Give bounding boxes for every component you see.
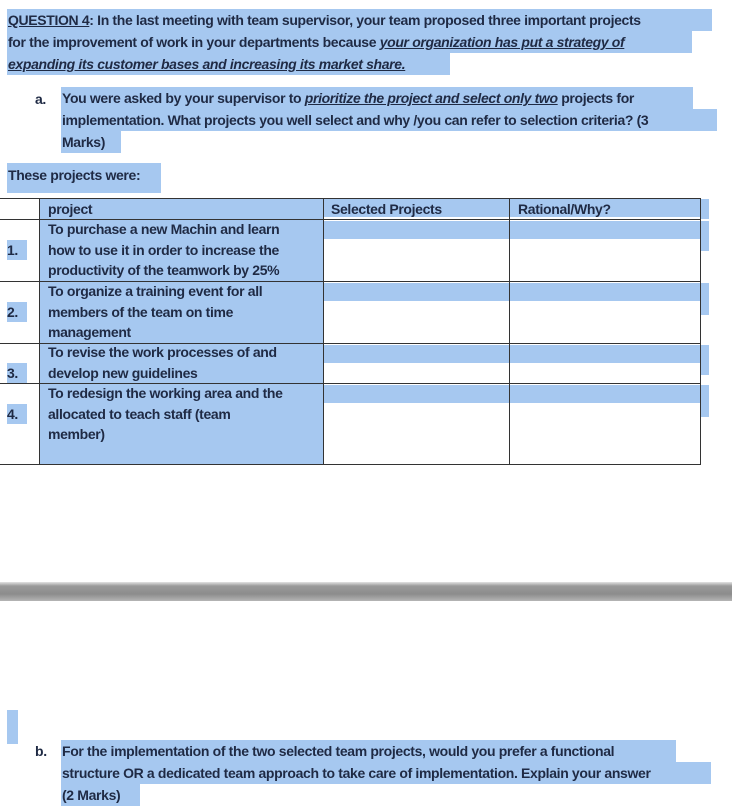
- header-band-edge: [700, 199, 709, 219]
- row-band-1-edge: [700, 221, 709, 251]
- project-row-4-line-2: allocated to teach staff (team: [48, 406, 231, 422]
- table-border-top: [0, 198, 701, 199]
- question-line-2: [7, 31, 692, 53]
- row-band-2: [323, 283, 709, 301]
- project-row-2-line-2: members of the team on time: [48, 304, 234, 320]
- table-border-bottom: [0, 464, 701, 465]
- question-line-3: [7, 53, 450, 75]
- question-text-2: for the improvement of work in your departments because: [8, 34, 380, 50]
- table-rule-col-3: [509, 198, 510, 465]
- project-row-1-line-1: To purchase a new Machin and learn: [48, 221, 280, 237]
- table-rule-row-1: [0, 281, 701, 282]
- table-rule-header: [0, 219, 701, 220]
- project-column: [39, 199, 323, 465]
- projects-intro: These projects were:: [7, 163, 161, 193]
- row-number-2: 2.: [7, 302, 27, 322]
- row-band-4-edge: [700, 385, 709, 417]
- item-a-line-1: [61, 87, 693, 109]
- item-a-marker: a.: [35, 91, 46, 107]
- text-cursor-selection: [7, 710, 18, 744]
- project-row-2-line-3: management: [48, 324, 131, 340]
- project-row-4-line-3: member): [48, 426, 105, 442]
- row-band-4: [323, 385, 709, 403]
- row-number-3: 3.: [7, 363, 27, 383]
- project-row-3-line-1: To revise the work processes of and: [48, 344, 277, 360]
- item-a-line-3: Marks): [61, 131, 121, 153]
- table-rule-row-3: [0, 383, 701, 384]
- table-border-right: [700, 198, 701, 465]
- header-selected-projects: Selected Projects: [331, 201, 442, 217]
- item-a-text-1: You were asked by your supervisor to: [62, 90, 305, 106]
- item-b-line-2: structure OR a dedicated team approach to take care of implementation. Explain your answer: [61, 762, 711, 784]
- question-text-1: : In the last meeting with team supervisor, your team proposed three important projects: [89, 12, 641, 28]
- table-rule-col-2: [323, 198, 324, 465]
- item-a-text-1b: projects for: [557, 90, 635, 106]
- project-row-1-line-3: productivity of the teamwork by 25%: [48, 262, 280, 278]
- item-b-line-3: (2 Marks): [61, 784, 140, 806]
- item-b-marker: b.: [35, 743, 47, 759]
- question-label: QUESTION 4: [8, 12, 90, 28]
- question-emphasis-2: expanding its customer bases and increasing its market share.: [8, 56, 406, 72]
- page-break: [0, 582, 732, 601]
- project-row-2-line-1: To organize a training event for all: [48, 283, 263, 299]
- row-number-1: 1.: [7, 240, 27, 260]
- header-rationale: Rational/Why?: [518, 201, 611, 217]
- project-row-4-line-1: To redesign the working area and the: [48, 385, 283, 401]
- project-row-3-line-2: develop new guidelines: [48, 365, 198, 381]
- header-project: project: [48, 201, 93, 217]
- question-line-1: [7, 9, 712, 31]
- project-row-1-line-2: how to use it in order to increase the: [48, 242, 279, 258]
- row-band-3-edge: [700, 345, 709, 375]
- row-band-2-edge: [700, 283, 709, 315]
- item-a-line-2: implementation. What projects you well select and why /you can refer to selection criteria? (3: [61, 109, 717, 131]
- table-rule-col-1: [39, 198, 40, 465]
- row-band-3: [323, 345, 709, 363]
- item-b-line-1: For the implementation of the two selected team projects, would you prefer a functional: [61, 740, 676, 762]
- row-number-4: 4.: [7, 404, 27, 424]
- item-a-emphasis: prioritize the project and select only two: [304, 90, 558, 106]
- table-rule-row-2: [0, 343, 701, 344]
- row-band-1: [323, 221, 709, 239]
- question-emphasis-1: your organization has put a strategy of: [379, 34, 625, 50]
